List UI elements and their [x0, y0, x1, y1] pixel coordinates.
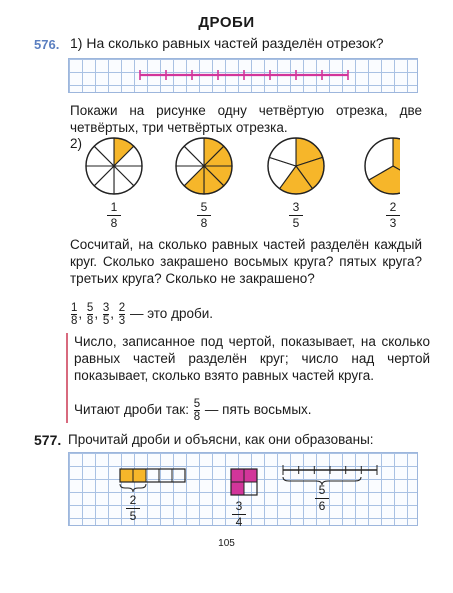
fraction-circle-4 [365, 138, 400, 194]
fraction-circle-3 [268, 138, 324, 194]
fraction-2-3: $\frac{2}{3}$ [118, 302, 126, 327]
fractions-line: $\frac{1}{8}$, $\frac{5}{8}$, $\frac{3}{5}$, $\frac{2}{3}$ — это дроби. [71, 302, 213, 327]
fraction-5-8-read: $\frac{5}{8}$ [193, 398, 201, 423]
numerator: 2 [389, 200, 397, 214]
page-title: ДРОБИ [198, 14, 255, 31]
circle-fraction-2 [194, 201, 214, 230]
denominator: 8 [110, 216, 118, 230]
square-fraction: 3 4 [229, 500, 249, 529]
strip-figure [120, 469, 185, 492]
strip-fraction: 2 5 [123, 494, 143, 523]
numerator: 1 [110, 200, 118, 214]
circle-fraction-1 [104, 201, 124, 230]
fraction-5-8: $\frac{5}{8}$ [86, 302, 94, 327]
rule-text: Число, записанное под чертой, показывает, на сколько равных частей разделён круг; число над чертой показывает, сколько взято равных частей круга. [74, 334, 430, 383]
fraction-circle-1 [86, 138, 142, 194]
denominator: 3 [389, 216, 397, 230]
fraction-circle-2 [176, 138, 232, 194]
circle-fraction-4 [383, 201, 403, 230]
fractions-suffix: — это дроби. [129, 306, 213, 322]
segment-figure [283, 465, 377, 485]
part-2-label: 2) [70, 136, 83, 151]
segment-fraction: 5 6 [312, 484, 332, 513]
fraction-1-8: $\frac{1}{8}$ [71, 302, 78, 327]
read-line [74, 398, 430, 423]
numerator: 3 [292, 200, 300, 214]
rule-box [66, 333, 430, 423]
denominator: 8 [200, 216, 208, 230]
exercise-576-question-1: 1) На сколько равных частей разделён отрезок? [70, 35, 384, 51]
exercise-576-instruction: Покажи на рисунке одну четвёртую отрезка, две четвёртых, три четвёртых отрезка. [70, 103, 422, 135]
exercise-577-number: 577. [34, 432, 62, 448]
exercise-576-number: 576. [34, 37, 60, 52]
exercise-577-question: Прочитай дроби и объясни, как они образованы: [68, 432, 374, 447]
segment-drawing [68, 58, 418, 93]
page-number: 105 [218, 538, 235, 549]
circle-fraction-3 [286, 201, 306, 230]
numerator: 5 [200, 200, 208, 214]
denominator: 5 [292, 216, 300, 230]
exercise-576-question: Сосчитай, на сколько равных частей разделён каждый круг. Сколько закрашено восьмых круга? пятых круга? третьих круга? Сколько не закрашено? [70, 237, 422, 286]
circles-figure [70, 135, 400, 197]
read-suffix: — пять восьмых. [204, 402, 312, 418]
read-prefix: Читают дроби так: [74, 402, 189, 418]
square-figure [231, 469, 257, 495]
fraction-3-5: $\frac{3}{5}$ [102, 302, 110, 327]
